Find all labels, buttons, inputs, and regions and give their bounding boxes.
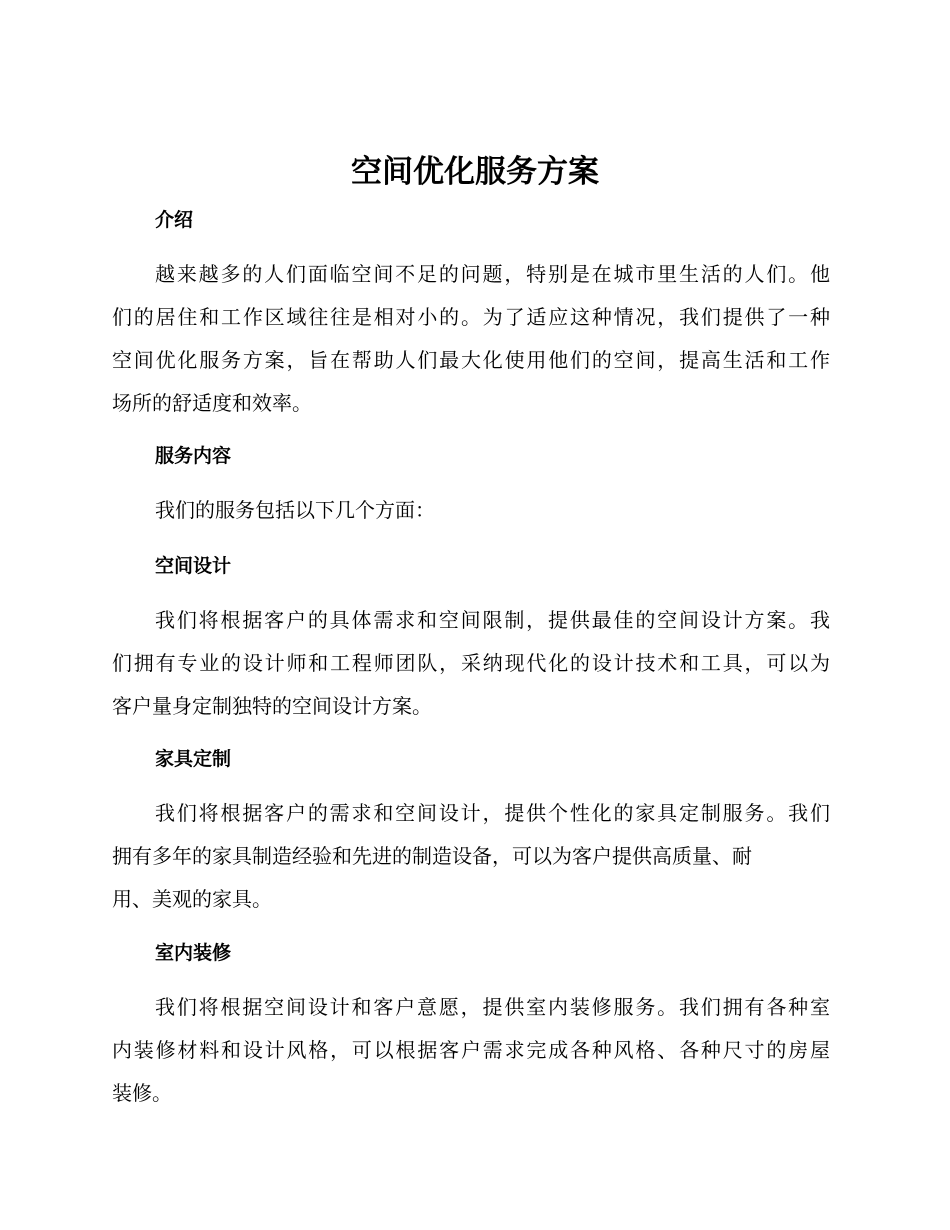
- paragraph-line: 们拥有专业的设计师和工程师团队，采纳现代化的设计技术和工具，可以为: [112, 651, 830, 675]
- paragraph-line: 空间优化服务方案，旨在帮助人们最大化使用他们的空间，提高生活和工作: [112, 348, 830, 372]
- section-paragraph-furniture: [112, 792, 830, 921]
- document-title: 空间优化服务方案: [351, 154, 599, 190]
- paragraph-line: 们的居住和工作区域往往是相对小的。为了适应这种情况，我们提供了一种: [112, 305, 830, 329]
- paragraph-line: 内装修材料和设计风格，可以根据客户需求完成各种风格、各种尺寸的房屋: [112, 1038, 830, 1062]
- section-heading-furniture: 家具定制: [155, 748, 232, 770]
- section-heading-interior: 室内装修: [155, 942, 232, 964]
- section-heading-services: 服务内容: [155, 445, 232, 467]
- paragraph-line: 我们的服务包括以下几个方面：: [155, 498, 435, 522]
- section-heading-intro: 介绍: [155, 209, 194, 231]
- paragraph-line: 我们将根据客户的需求和空间设计，提供个性化的家具定制服务。我们: [155, 801, 830, 825]
- paragraph-line: 拥有多年的家具制造经验和先进的制造设备，可以为客户提供高质量、耐: [112, 844, 752, 868]
- section-heading-space-design: 空间设计: [155, 555, 232, 577]
- paragraph-line: 客户量身定制独特的空间设计方案。: [112, 694, 432, 718]
- paragraph-line: 我们将根据客户的具体需求和空间限制，提供最佳的空间设计方案。我: [155, 608, 830, 632]
- section-paragraph-services: [112, 489, 830, 532]
- section-paragraph-interior: [112, 986, 830, 1115]
- paragraph-line: 用、美观的家具。: [112, 887, 272, 911]
- section-paragraph-space-design: [112, 599, 830, 728]
- section-paragraph-intro: [112, 253, 830, 425]
- paragraph-line: 场所的舒适度和效率。: [112, 391, 312, 415]
- paragraph-line: 装修。: [112, 1081, 172, 1105]
- paragraph-line: 我们将根据空间设计和客户意愿，提供室内装修服务。我们拥有各种室: [155, 995, 830, 1019]
- paragraph-line: 越来越多的人们面临空间不足的问题，特别是在城市里生活的人们。他: [155, 262, 830, 286]
